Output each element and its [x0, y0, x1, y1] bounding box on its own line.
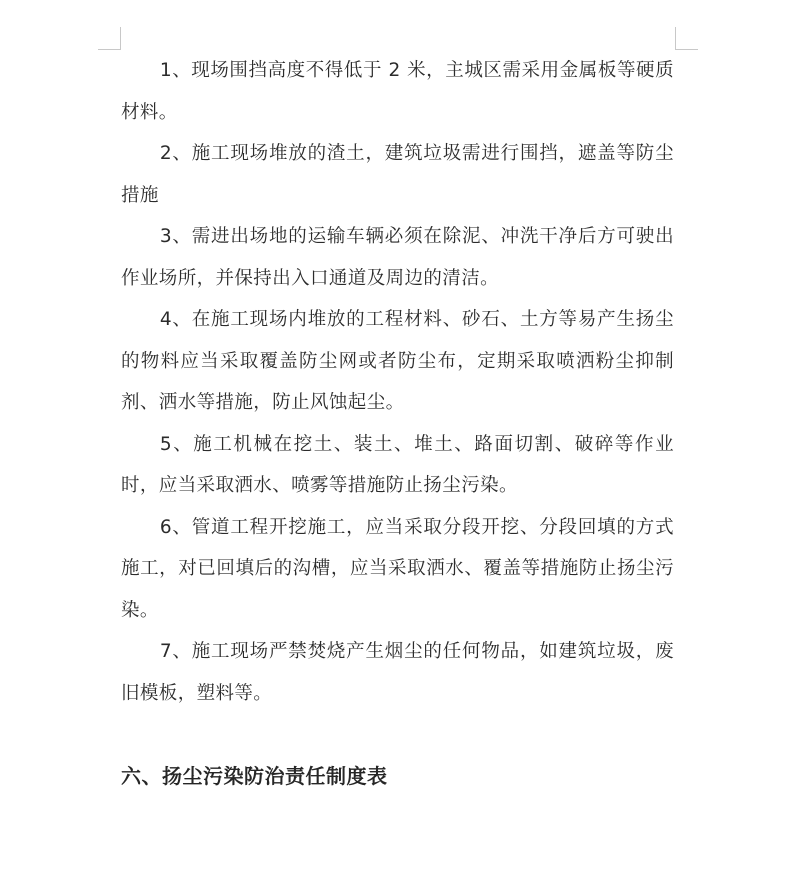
body-text: [121, 50, 674, 714]
top-left-margin-mark: [98, 27, 121, 50]
paragraph-1: 1、现场围挡高度不得低于 2 米，主城区需采用金属板等硬质材料。: [121, 60, 674, 123]
paragraph-3: 3、需进出场地的运输车辆必须在除泥、冲洗干净后方可驶出作业场所，并保持出入口通道及周边的清洁。: [121, 226, 674, 289]
paragraph-6: 6、管道工程开挖施工，应当采取分段开挖、分段回填的方式施工，对已回填后的沟槽，应当采取洒水、覆盖等措施防止扬尘污染。: [121, 516, 674, 621]
paragraph-5: 5、施工机械在挖土、装土、堆土、路面切割、破碎等作业时，应当采取洒水、喷雾等措施防止扬尘污染。: [121, 433, 674, 496]
paragraph-4: 4、在施工现场内堆放的工程材料、砂石、土方等易产生扬尘的物料应当采取覆盖防尘网或者防尘布，定期采取喷洒粉尘抑制剂、洒水等措施，防止风蚀起尘。: [121, 309, 674, 413]
paragraph-7: 7、施工现场严禁焚烧产生烟尘的任何物品，如建筑垃圾，废旧模板，塑料等。: [121, 641, 674, 704]
paragraph-2: 2、施工现场堆放的渣土，建筑垃圾需进行围挡，遮盖等防尘措施: [121, 143, 674, 206]
top-right-margin-mark: [675, 27, 698, 50]
section-heading: 六、扬尘污染防治责任制度表: [121, 764, 388, 788]
